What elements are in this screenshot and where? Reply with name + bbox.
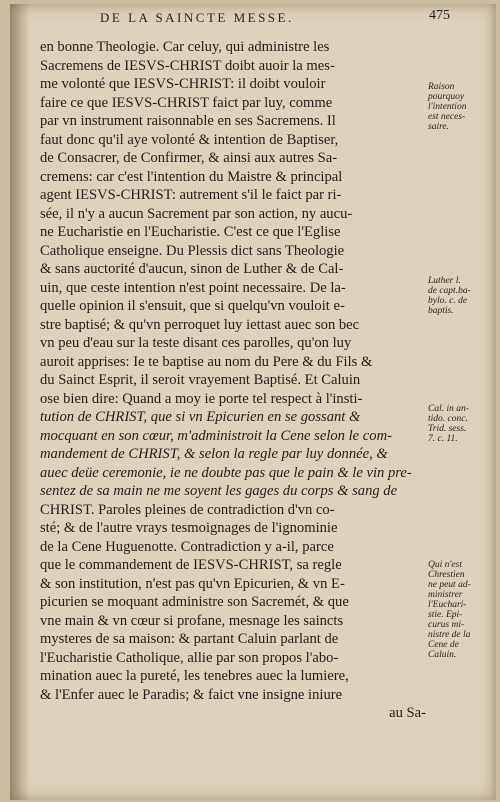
margin-note-raison [428,82,498,132]
text-line: stre baptisé; & qu'vn perroquet luy iettast auec son bec [40,316,360,333]
margin-note-calvin [428,404,498,444]
text-line: cremens: car c'est l'intention du Maistre & principal [40,168,343,185]
text-line: & son institution, n'est pas qu'vn Epicurien, & vn E- [40,575,345,592]
text-line: picurien se moquant administre son Sacremét, & que [40,594,349,610]
text-line: sté; & de l'autre vrays tesmoignages de l'ignominie [40,520,338,536]
text-line: l'Eucharistie Catholique, allie par son propos l'abo- [40,649,339,666]
text-line: vn peu d'eau sur la teste disant ces parolles, qu'on luy [40,335,352,351]
margin-note-line: est neces- [428,112,466,122]
margin-note-line: l'Euchari- [428,600,467,610]
margin-note-line: l'intention [428,102,467,112]
margin-note-line: Cene de [428,640,459,650]
book-page [10,4,496,800]
text-line: quelle opinion il s'ensuit, que si quelqu'vn vouloit e- [40,298,345,314]
margin-note-line: de capt.ba- [428,286,471,296]
margin-note-line: 7. c. 11. [428,434,458,444]
text-line: faire ce que IESVS-CHRIST faict par luy, comme [40,94,333,111]
text-line: & sans auctorité d'aucun, sinon de Luther & de Cal- [40,261,344,277]
text-line: Catholique enseigne. Du Plessis dict sans Theologie [40,242,345,259]
text-line: que le commandement de IESVS-CHRIST, sa regle [40,557,342,573]
margin-note-line: pourquoy [428,92,465,102]
text-line: ose bien dire: Quand a moy ie porte tel respect à l'insti- [40,390,363,407]
page-header [50,8,450,30]
text-line: par vn instrument raisonnable en ses Sacremens. Il [40,113,336,129]
text-line: auroit apprises: Ie te baptise au nom du Pere & du Fils & [40,353,373,370]
margin-note-line: nistre de la [428,630,471,640]
page-gutter-shadow [10,4,30,800]
margin-note-line: baptis. [428,306,454,316]
text-line: mysteres de sa maison: & partant Caluin parlant de [40,631,339,647]
margin-note-line: stie. Epi- [428,610,463,620]
margin-note-cene [428,560,498,660]
text-line: mination auec la pureté, les tenebres auec la lumiere, [40,668,349,684]
text-line: me volonté que IESVS-CHRIST: il doibt vouloir [40,76,326,92]
text-line: en bonne Theologie. Car celuy, qui administre les [40,39,330,55]
margin-note-line: curus mi- [428,620,465,630]
running-title: DE LA SAINCTE MESSE. [100,10,294,25]
text-line: CHRIST. Paroles pleines de contradiction d'vn co- [40,501,335,518]
margin-note-line: bylo. c. de [428,296,468,306]
text-line: sée, il n'y a aucun Sacrement par son action, ny aucu- [40,205,353,222]
margin-note-line: Qui n'est [428,560,462,570]
margin-note-line: Caluin. [428,650,457,660]
catchword: au Sa- [389,705,426,721]
margin-note-line: Chrestien [428,570,465,580]
margin-note-line: Trid. sess. [428,424,467,434]
text-line: Sacremens de IESVS-CHRIST doibt auoir la mes- [40,57,335,74]
margin-note-line: Luther l. [428,276,461,286]
margin-note-line: tido. conc. [428,414,468,424]
text-line: auec deüe ceremonie, ie ne doubte pas que le pain & le vin pre- [40,464,412,481]
margin-note-line: ne peut ad- [428,580,471,590]
text-line: mocquant en son cœur, m'administroit la Cene selon le com- [40,427,392,444]
text-line: de Consacrer, de Confirmer, & ainsi aux autres Sa- [40,150,338,166]
margin-note-line: saire. [428,122,450,132]
text-line: du Sainct Esprit, il seroit vrayement Baptisé. Et Caluin [40,372,361,388]
text-line: uin, que ceste intention n'est point necessaire. De la- [40,279,346,296]
page-number: 475 [429,8,450,23]
text-line: agent IESVS-CHRIST: autrement s'il le faict par ri- [40,187,342,203]
text-line: de la Cene Huguenotte. Contradiction y a-il, parce [40,538,334,555]
margin-note-line: ministrer [428,590,463,600]
margin-note-line: Raison [428,82,455,92]
text-line: sentez de sa main ne me soyent les gages du corps & sang de [40,483,398,499]
text-line: vne main & vn cœur si profane, mesnage les saincts [40,612,344,629]
margin-note-luther [428,276,498,316]
main-text-block [40,38,430,723]
text-line: ne Eucharistie en l'Eucharistie. C'est ce que l'Eglise [40,224,341,240]
margin-note-line: Cal. in an- [428,404,469,414]
text-line: mandement de CHRIST, & selon la regle par luy donnée, & [40,446,388,462]
text-line: tution de CHRIST, que si vn Epicurien en se gossant & [40,409,361,425]
text-line: faut donc qu'il aye volonté & intention de Baptiser, [40,131,339,148]
text-line: & l'Enfer auec le Paradis; & faict vne insigne iniure [40,686,343,703]
